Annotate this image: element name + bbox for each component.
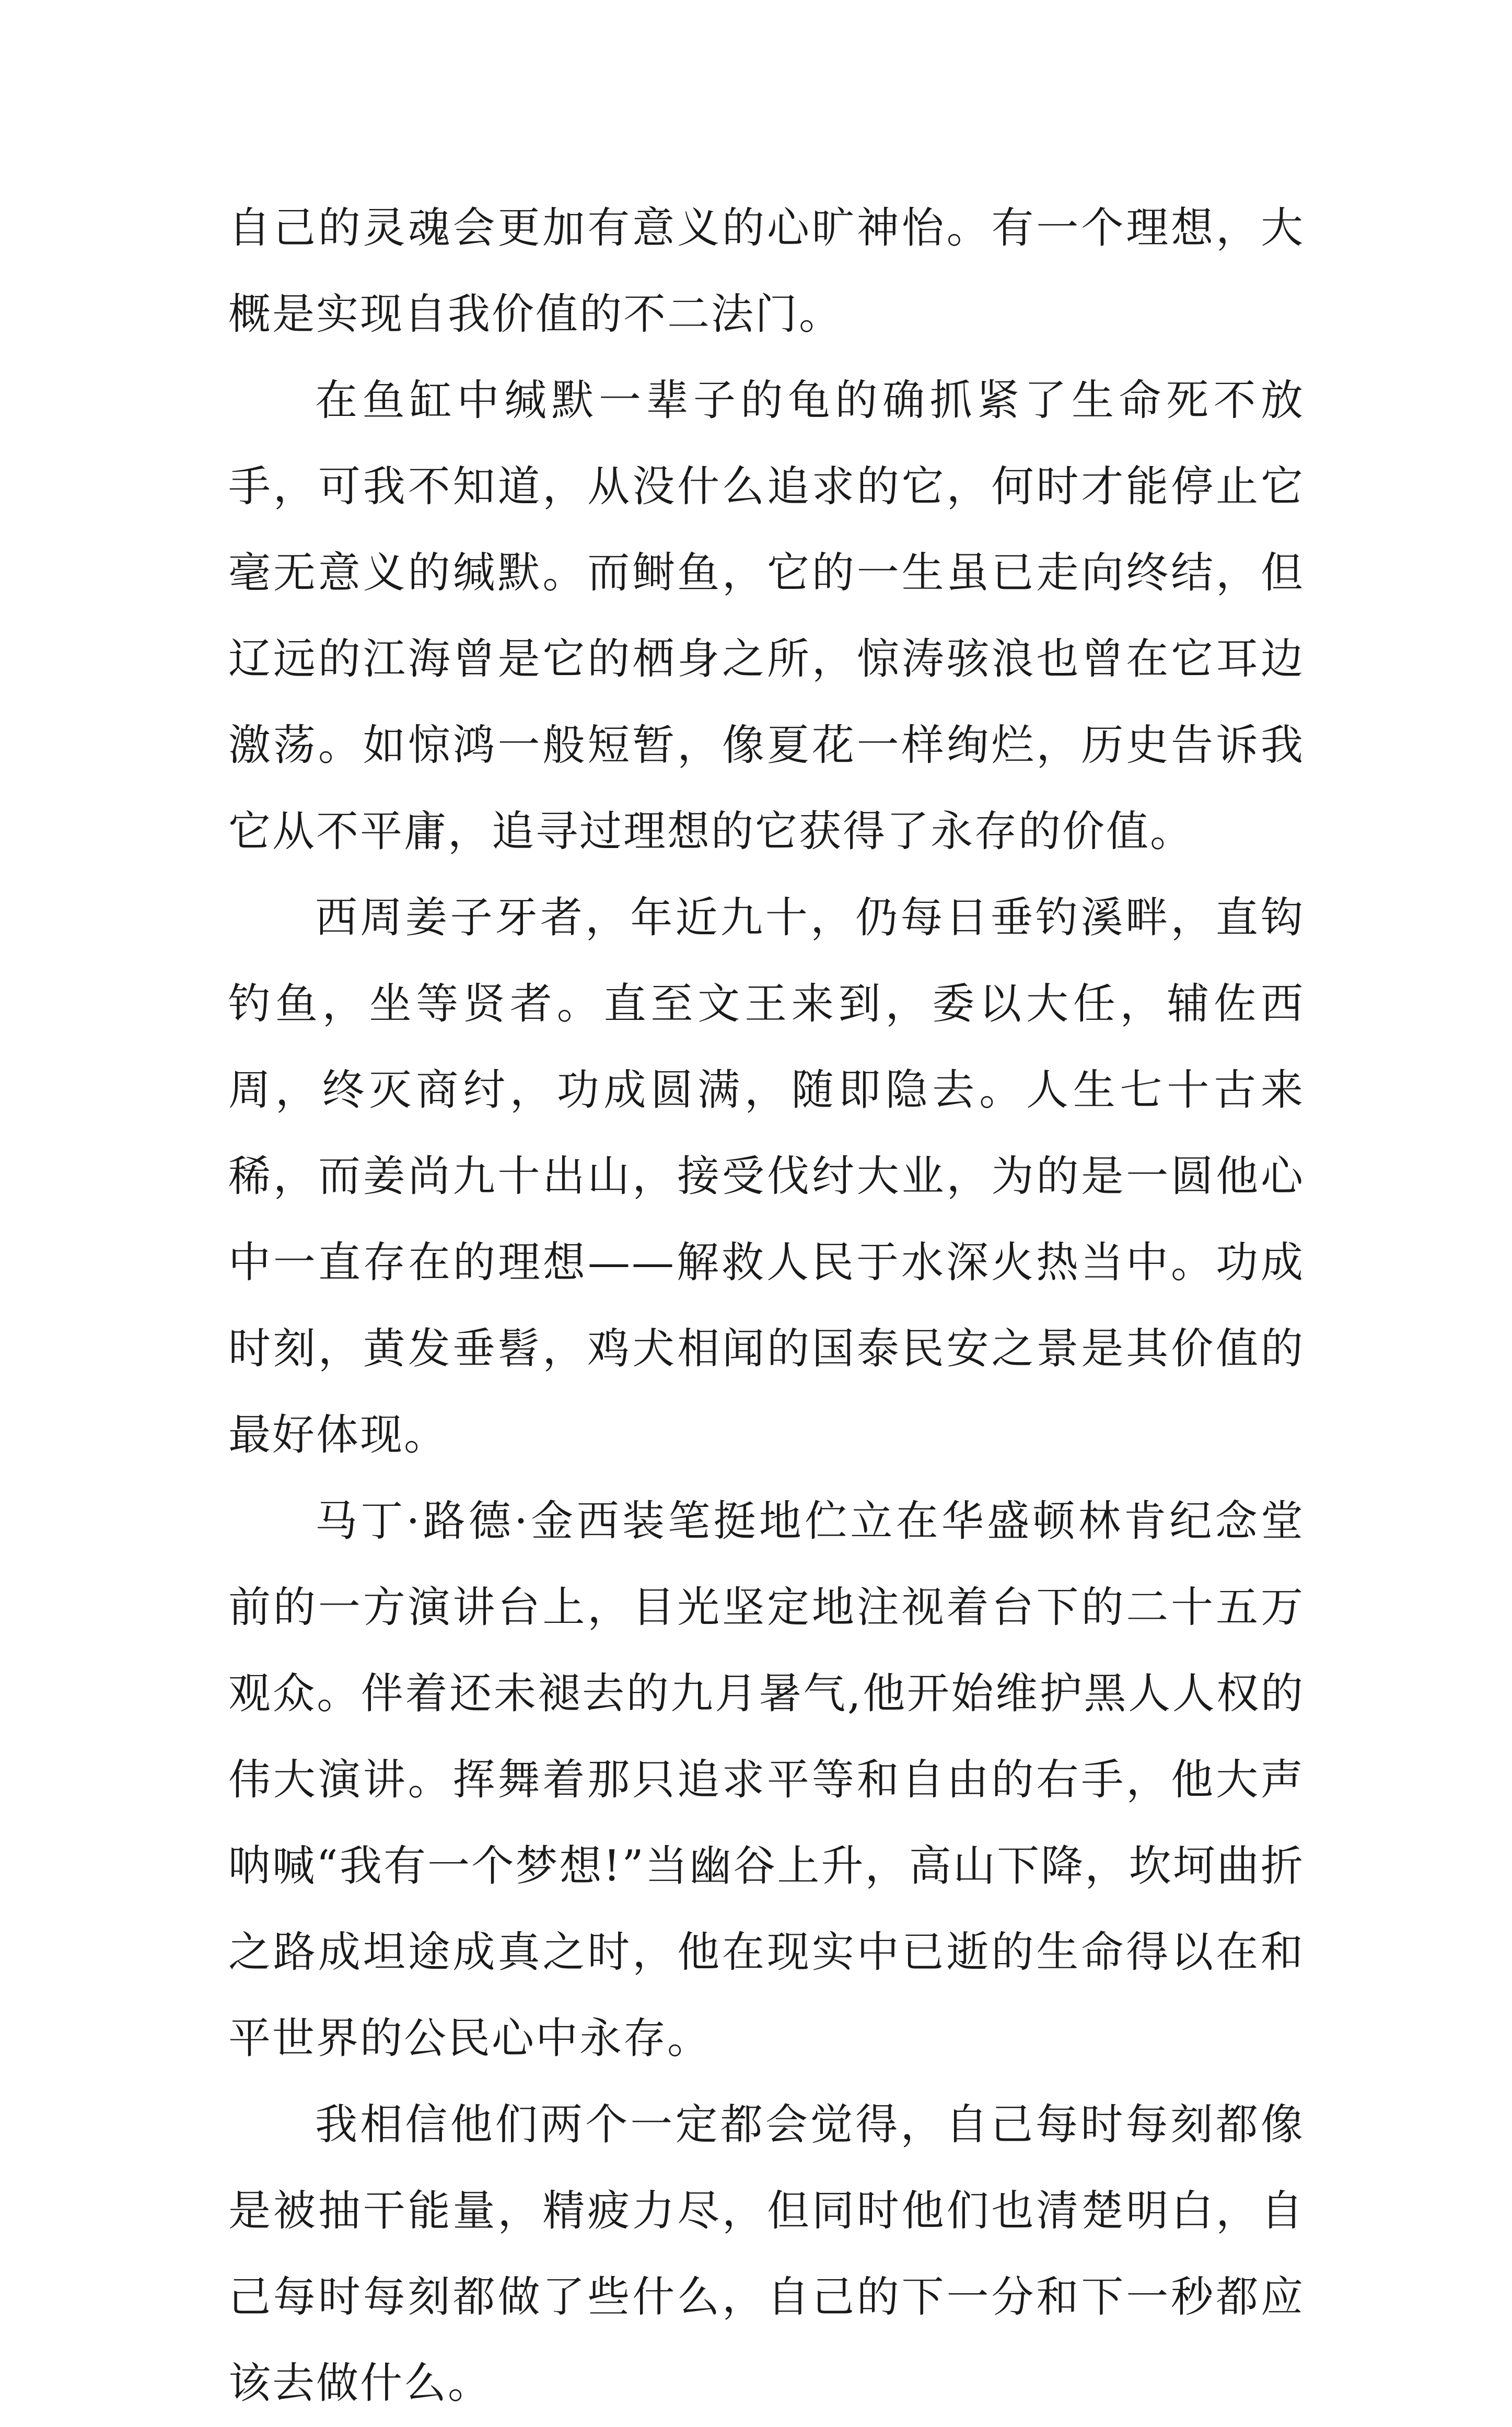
paragraph-jiang-ziya: 西周姜子牙者，年近九十，仍每日垂钓溪畔，直钩钓鱼，坐等贤者。直至文王来到，委以大任，辅佐西周，终灭商纣，功成圆满，随即隐去。人生七十古来稀，而姜尚九十出山，接受伐纣大业，为的是一圆他心中一直存在的理想——解救人民于水深火热当中。功成时刻，黄发垂髫，鸡犬相闻的国泰民安之景是其价值的最好体现。 bbox=[228, 893, 1305, 1460]
paragraph-martin-luther-king: 马丁·路德·金西装笔挺地伫立在华盛顿林肯纪念堂前的一方演讲台上，目光坚定地注视着台下的二十五万观众。伴着还未褪去的九月暑气,他开始维护黑人人权的伟大演讲。挥舞着那只追求平等和自由的右手，他大声呐喊“我有一个梦想!”当幽谷上升，高山下降，坎坷曲折之路成坦途成真之时，他在现实中已逝的生命得以在和平世界的公民心中永存。 bbox=[228, 1497, 1305, 2063]
paragraph-conclusion: 我相信他们两个一定都会觉得，自己每时每刻都像是被抽干能量，精疲力尽，但同时他们也清楚明白，自己每时每刻都做了些什么，自己的下一分和下一秒都应该去做什么。 bbox=[228, 2100, 1305, 2408]
essay-body bbox=[228, 185, 1305, 2427]
paragraph-continuation: 自己的灵魂会更加有意义的心旷神怡。有一个理想，大概是实现自我价值的不二法门。 bbox=[228, 204, 1305, 339]
paragraph-turtle-and-shad: 在鱼缸中缄默一辈子的龟的确抓紧了生命死不放手，可我不知道，从没什么追求的它，何时才能停止它毫无意义的缄默。而鲥鱼，它的一生虽已走向终结，但辽远的江海曾是它的栖身之所，惊涛骇浪也曾在它耳边激荡。如惊鸿一般短暂，像夏花一样绚烂，历史告诉我它从不平庸，追寻过理想的它获得了永存的价值。 bbox=[228, 376, 1305, 856]
